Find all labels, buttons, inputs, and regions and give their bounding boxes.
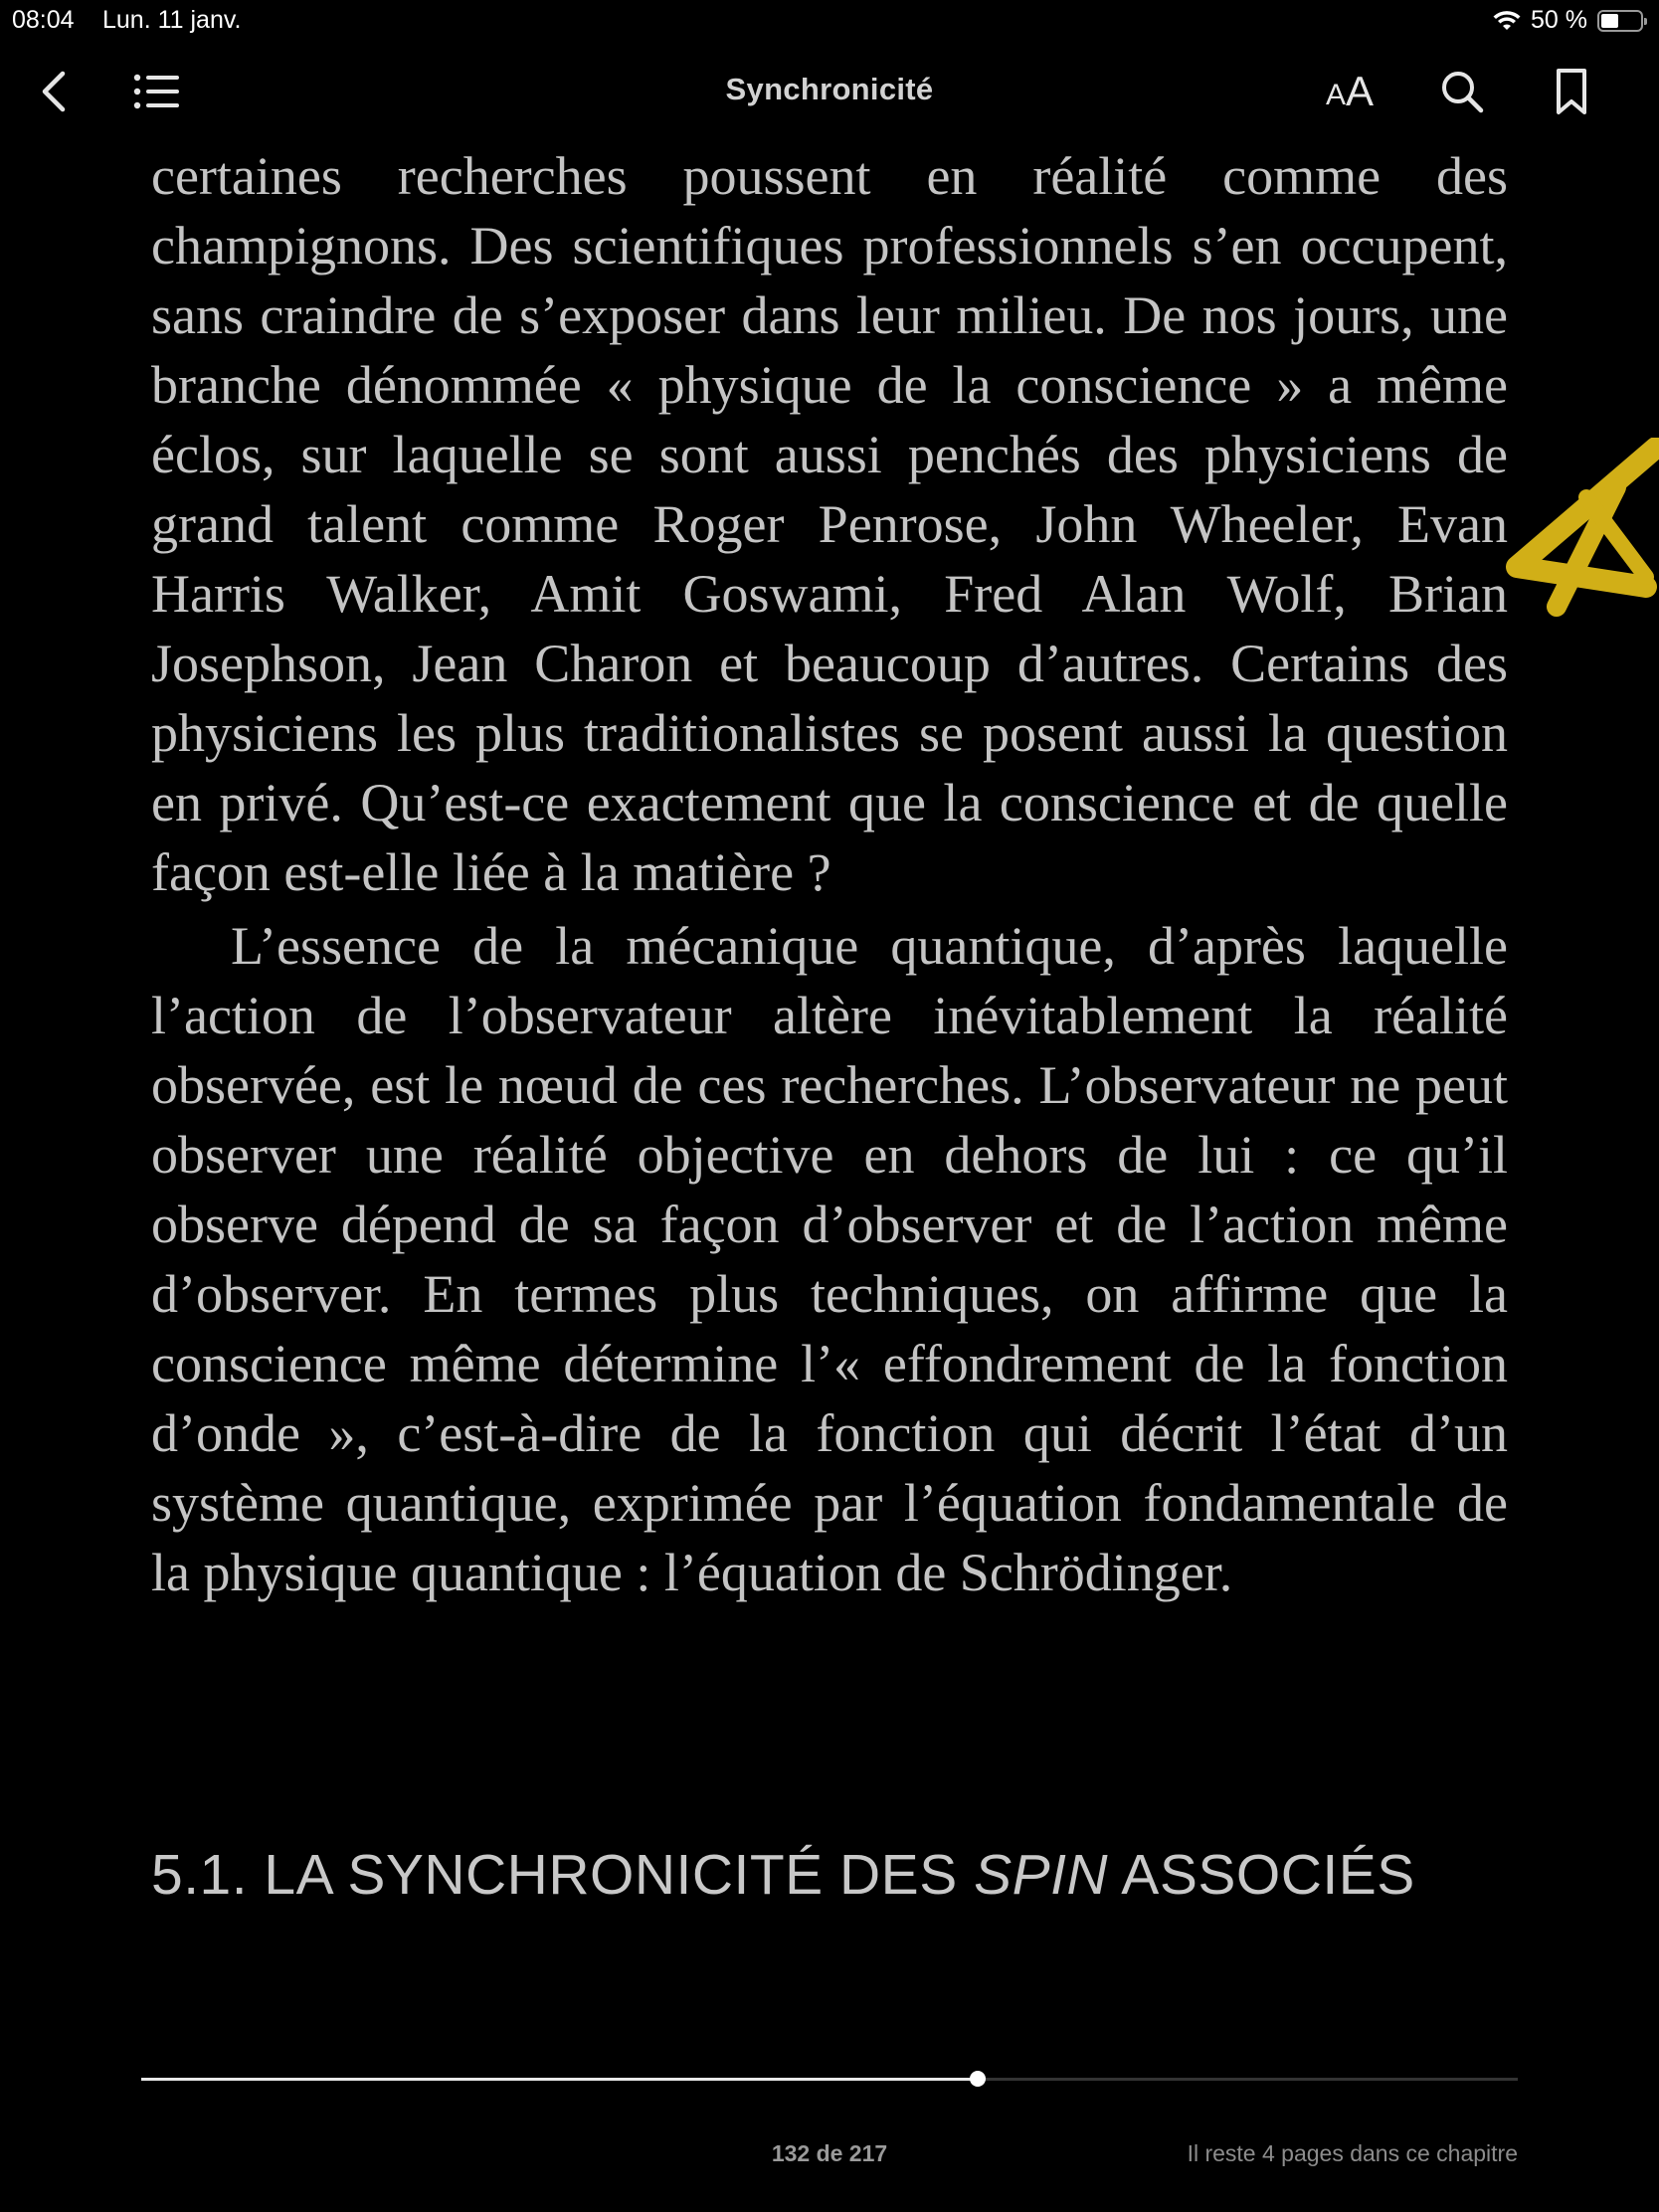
- progress-fill: [141, 2078, 978, 2081]
- text-size-icon: [1325, 68, 1375, 114]
- battery-icon: [1597, 10, 1643, 32]
- search-button[interactable]: [1430, 60, 1494, 123]
- bookmark-button[interactable]: [1540, 60, 1603, 123]
- text-size-large-a: A: [1346, 68, 1375, 114]
- status-right: [1493, 6, 1643, 35]
- section-heading-prefix: 5.1. LA SYNCHRONICITÉ DES: [151, 1843, 975, 1907]
- status-bar: [0, 0, 1659, 40]
- status-date: Lun. 11 janv.: [102, 6, 242, 34]
- bookmark-icon: [1555, 68, 1588, 115]
- reading-area: [151, 141, 1508, 1607]
- progress-handle[interactable]: [970, 2071, 986, 2087]
- progress-slider[interactable]: [141, 2078, 1518, 2081]
- page-counter: 132 de 217: [771, 2140, 888, 2166]
- text-size-button[interactable]: [1317, 60, 1382, 123]
- pages-left-in-chapter: Il reste 4 pages dans ce chapitre: [1187, 2140, 1518, 2166]
- highlight-mark: [1497, 438, 1659, 627]
- wifi-icon: [1493, 10, 1521, 32]
- section-heading-italic: SPIN: [974, 1843, 1109, 1907]
- section-heading: [151, 1842, 1415, 1908]
- status-time: 08:04: [12, 6, 75, 34]
- section-heading-suffix: ASSOCIÉS: [1108, 1843, 1415, 1907]
- battery-percentage: 50 %: [1531, 6, 1587, 34]
- paragraph: L’essence de la mécanique quantique, d’après laquelle l’action de l’observateur altère inévitablement la réalité observée, est le nœud de ces recherches. L’observateur ne peut observer une réalité objective en dehors de lui : ce qu’il observe dépend de sa façon d’observer et de l’action même d’observer. En termes plus techniques, on affirme que la conscience même détermine l’« effondrement de la fonction d’onde », c’est-à-dire de la fonction qui décrit l’état d’un système quantique, exprimée par l’équation fondamentale de la physique quantique : l’équation de Schrödinger.: [151, 916, 1508, 1602]
- reader-toolbar: [0, 50, 1659, 129]
- book-title: Synchronicité: [725, 72, 934, 106]
- battery-fill: [1601, 14, 1618, 28]
- search-icon: [1440, 70, 1484, 113]
- paragraph: certaines recherches poussent en réalité comme des champignons. Des scientifiques professionnels s’en occupent, sans craindre de s’exposer dans leur milieu. De nos jours, une branche dénommée « physique de la conscience » a même éclos, sur laquelle se sont aussi penchés des physiciens de grand talent comme Roger Penrose, John Wheeler, Evan Harris Walker, Amit Goswami, Fred Alan Wolf, Brian Josephson, Jean Charon et beaucoup d’autres. Certains des physiciens les plus traditionalistes se posent aussi la question en privé. Qu’est-ce exactement que la conscience et de quelle façon est-elle liée à la matière ?: [151, 146, 1508, 902]
- text-size-small-a: A: [1325, 79, 1346, 111]
